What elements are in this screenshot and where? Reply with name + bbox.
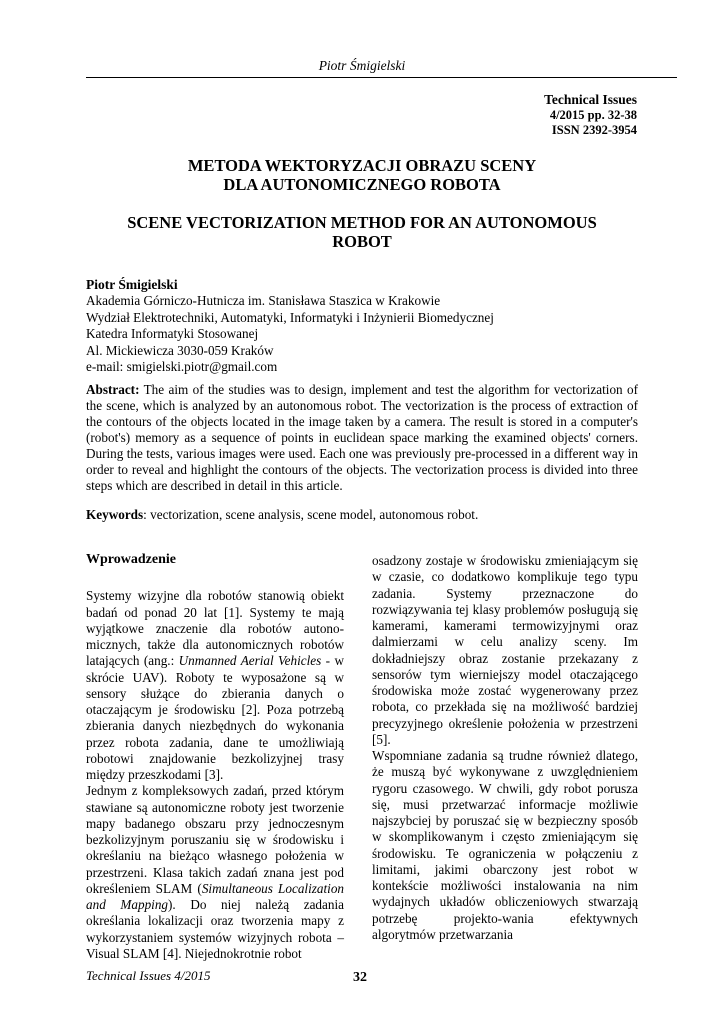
abstract [86,382,638,494]
author-name: Piotr Śmigielski [86,277,178,292]
paragraph-italic: Simultaneous Localization and Mapping [86,880,345,912]
page-number: 32 [353,970,367,985]
abstract-label: Abstract: [86,382,140,397]
author-email: e-mail: smigielski.piotr@gmail.com [86,359,278,374]
affiliation-department: Katedra Informatyki Stosowanej [86,326,259,341]
paragraph-text: Jednym z kompleksowych zadań, przed którym stawiane są autonomiczne roboty jest tworzenie mapy badanego obszaru przy jednoczesnym bezkolizyjnym poruszaniu się w środowisku i określaniu na bieżąco własnego położenia w przestrzeni. Klasa takich zadań znana jest pod określeniem SLAM ( [86,783,344,896]
keywords [86,507,646,523]
column-left [86,548,344,962]
affiliation-faculty: Wydział Elektrotechniki, Automatyki, Informatyki i Inżynierii Biomedycznej [86,309,494,325]
title-polish-line1: METODA WEKTORYZACJI OBRAZU SCENY [187,156,537,175]
journal-issue: 4/2015 pp. 32-38 [549,107,637,122]
header-rule [86,77,677,78]
affiliation-university: Akademia Górniczo-Hutnicza im. Stanisława Staszica w Krakowie [86,293,441,308]
paragraph-italic: Unmanned Aerial Vehicles [178,653,322,669]
footer-journal: Technical Issues 4/2015 [86,968,211,983]
paragraph-text: ). Do niej należą zadania określania lokalizacji oraz tworzenia mapy z wykorzystaniem systemów wizyjnych robota – Visual SLAM [4]. Niejednokrotnie robot [86,897,344,961]
journal-info [544,92,637,139]
title-polish [86,156,638,194]
journal-name: Technical Issues [544,92,637,107]
paragraph [86,588,344,783]
title-english-line2: ROBOT [332,232,392,251]
paragraph-text: - w skrócie UAV). Roboty te wyposażone są w sensory służące do zbierania danych o otaczającym je środowisku [2]. Poza potrzebą zbierania danych niezbędnych do wykonania przez robota zadania, dane te umożliwiają robotowi znajdowanie bezkolizyjnej trasy między przeszkodami [3]. [86,653,344,782]
running-head: Piotr Śmigielski [318,58,406,73]
paragraph: osadzony zostaje w środowisku zmieniającym się w czasie, co dodatkowo komplikuje tego typu zadania. Systemy przeznaczone do rozwiązywania tej klasy problemów posługują się kamerami, kamerami termowizyjnymi oraz dalmierzami w celu analizy sceny. Im dokładniejszy obraz zostanie przekazany z sensorów tym wierniejszy model otaczającego środowiska może zostać wygenerowany przez robota, co przekłada się na możliwość bardziej precyzyjnego określenie położenia w przestrzeni [5]. [372,553,638,747]
keywords-label: Keywords [86,507,144,522]
author-block [86,276,646,376]
title-polish-line2: DLA AUTONOMICZNEGO ROBOTA [223,175,501,194]
column-right [372,553,638,943]
affiliation-address: Al. Mickiewicza 3030-059 Kraków [86,342,274,358]
abstract-text: The aim of the studies was to design, implement and test the algorithm for vectorization of the scene, which is analyzed by an autonomous robot. The vectorization is the process of extraction of the contours of the objects located in the image taken by a camera. The result is stored in a computer's (robot's) memory as a sequence of points in euclidean space marking the examined objects' corners. During the tests, various images were used. Each one was previously pre-processed in a different way in order to reveal and highlight the contours of the objects. The vectorization process is divided into three steps which are described in detail in this article. [86,382,638,493]
title-english [86,213,638,251]
keywords-text: : vectorization, scene analysis, scene model, autonomous robot. [143,507,479,522]
paragraph-text: Systemy wizyjne dla robotów stanowią obiekt badań od ponad 20 lat [1]. Systemy te mają wyjątkowe znaczenie dla robotów autono-micznych, także dla autonomicznych robotów latających (ang.: [86,588,344,669]
journal-issn: ISSN 2392-3954 [551,123,637,137]
section-heading: Wprowadzenie [86,552,176,567]
paragraph [86,783,344,962]
paragraph: Wspomniane zadania są trudne również dlatego, że muszą być wykonywane z uwzględnieniem rygoru czasowego. W chwili, gdy robot porusza się, musi przetwarzać informacje możliwie najszybciej by poruszać się w bezpieczny sposób w skomplikowanym i często zmieniającym się środowisku. Te ograniczenia w połączeniu z limitami, jakimi obarczony jest robot w kontekście możliwości instalowania na nim wydajnych układów obliczeniowych stwarzają potrzebę projekto-wania efektywnych algorytmów przetwarzania [372,748,638,942]
title-english-line1: SCENE VECTORIZATION METHOD FOR AN AUTONOMOUS [127,213,597,232]
